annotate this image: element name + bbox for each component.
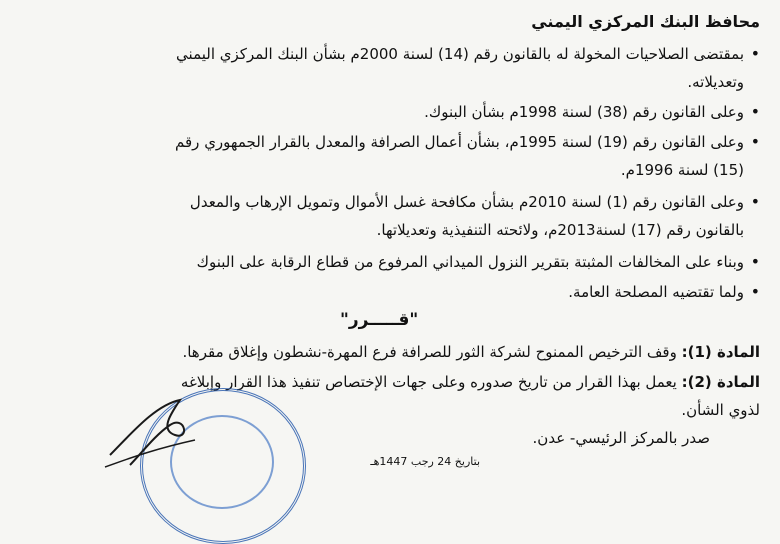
text-line-2: وتعديلاته. xyxy=(687,73,744,91)
bullet-3: • xyxy=(750,132,760,151)
signature-icon xyxy=(100,395,200,470)
article-1-text: وقف الترخيص الممنوح لشركة الثور للصرافة فرع المهرة-نشطون وإغلاق مقرها. xyxy=(182,343,682,361)
issued-place: صدر بالمركز الرئيسي- عدن. xyxy=(532,429,710,447)
text-line-1: بمقتضى الصلاحيات المخولة له بالقانون رقم (14) لسنة 2000م بشأن البنك المركزي اليمني xyxy=(176,45,744,63)
text-line-7: بالقانون رقم (17) لسنة2013م، ولائحته التنفيذية وتعديلاتها. xyxy=(376,221,744,239)
text-line-6: وعلى القانون رقم (1) لسنة 2010م بشأن مكافحة غسل الأموال وتمويل الإرهاب والمعدل xyxy=(189,193,744,211)
text-line-5: (15) لسنة 1996م. xyxy=(620,161,744,179)
text-line-9: ولما تقتضيه المصلحة العامة. xyxy=(568,283,744,301)
article-2-continuation: لذوي الشأن. xyxy=(681,401,760,419)
decree-title: "قـــــرر" xyxy=(340,310,419,330)
text-line-3: وعلى القانون رقم (38) لسنة 1998م بشأن البنوك. xyxy=(424,103,744,121)
article-1 xyxy=(182,342,760,362)
article-1-label: المادة (1): xyxy=(681,343,760,361)
article-2 xyxy=(181,372,760,392)
bullet-5: • xyxy=(750,252,760,271)
text-line-8: وبناء على المخالفات المثبتة بتقرير النزول الميداني المرفوع من قطاع الرقابة على البنوك xyxy=(196,253,744,271)
issue-date: بتاريخ 24 رجب 1447هـ xyxy=(370,455,480,468)
bullet-4: • xyxy=(750,192,760,211)
article-2-text: يعمل بهذا القرار من تاريخ صدوره وعلى جهات الإختصاص تنفيذ هذا القرار وإبلاغه xyxy=(180,373,682,391)
bullet-6: • xyxy=(750,282,760,301)
text-line-4: وعلى القانون رقم (19) لسنة 1995م، بشأن أعمال الصرافة والمعدل بالقرار الجمهوري رقم xyxy=(175,133,744,151)
article-2-label: المادة (2): xyxy=(681,373,760,391)
document-heading: محافظ البنك المركزي اليمني xyxy=(531,12,760,31)
bullet-2: • xyxy=(750,102,760,121)
bullet-1: • xyxy=(750,44,760,63)
